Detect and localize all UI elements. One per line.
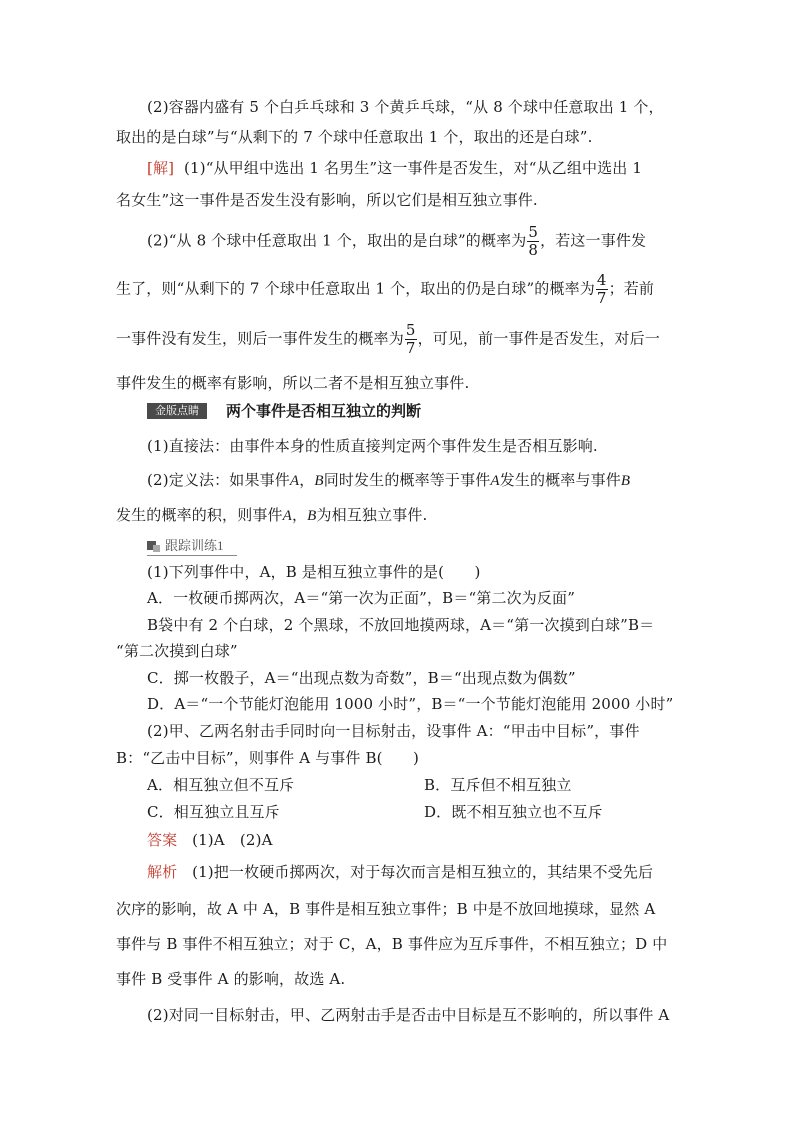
tips-comma: ，: [291, 506, 308, 524]
option-a: A．一枚硬币掷两次，A＝“第一次为正面”，B＝“第二次为反面”: [147, 589, 576, 607]
solution-text-3b: ，若这一事件发: [540, 231, 647, 250]
option-d: D．A＝“一个节能灯泡能用 1000 小时”，B＝“一个节能灯泡能用 2000 小时”: [147, 695, 674, 713]
square-icon: [153, 545, 160, 552]
var-a: A: [282, 508, 292, 524]
option-b-line-2: “第二次摸到白球”: [116, 642, 238, 660]
analysis-label: 解析: [147, 863, 178, 881]
tips-comma: ，: [299, 471, 315, 489]
tips-line-2: [147, 470, 630, 491]
tips-text-3c: 为相互独立事件.: [316, 506, 428, 524]
fraction-5-8: [527, 224, 539, 259]
problem-2-line-2: 取出的是白球”与“从剩下的 7 个球中任意取出 1 个，取出的还是白球”.: [116, 128, 593, 146]
solution-text-4a: 生了，则“从剩下的 7 个球中任意取出 1 个，取出的仍是白球”的概率为: [116, 279, 595, 298]
choice-b: B．互斥但不相互独立: [424, 776, 572, 794]
training-q1: (1)下列事件中，A，B 是相互独立事件的是( ): [147, 563, 481, 581]
training-q2-line-1: (2)甲、乙两名射击手同时向一目标射击，设事件 A：“甲击中目标”，事件: [147, 722, 640, 740]
tips-badge: 金版点睛: [147, 403, 207, 419]
choice-d: D．既不相互独立也不互斥: [424, 803, 603, 821]
solution-line-3: [147, 224, 646, 259]
training-q2-line-2: B：“乙击中目标”，则事件 A 与事件 B( ): [116, 749, 419, 767]
var-b: B: [620, 473, 631, 489]
problem-2-line-1: (2)容器内盛有 5 个白乒乓球和 3 个黄乒乓球，“从 8 个球中任意取出 1 个，: [147, 98, 664, 116]
fraction-numerator: 5: [528, 223, 539, 241]
analysis-line-5: (2)对同一目标射击，甲、乙两射击手是否击中目标是互不影响的，所以事件 A: [147, 1006, 670, 1024]
choice-a: A．相互独立但不互斥: [147, 776, 295, 794]
tips-text-2a: (2)定义法：如果事件: [147, 471, 290, 489]
choice-c: C．相互独立且互斥: [147, 803, 280, 821]
solution-line-5: [116, 322, 660, 357]
solution-tag: [解]: [147, 159, 175, 177]
solution-text-3a: (2)“从 8 个球中任意取出 1 个，取出的是白球”的概率为: [147, 231, 527, 250]
var-b: B: [307, 508, 317, 524]
var-a: A: [490, 473, 500, 489]
option-b-line-1: B袋中有 2 个白球，2 个黑球，不放回地摸两球，A＝“第一次摸到白球”B＝: [147, 616, 655, 634]
tips-line-1: (1)直接法：由事件本身的性质直接判定两个事件发生是否相互影响.: [147, 437, 598, 455]
tips-title: 两个事件是否相互独立的判断: [226, 402, 422, 420]
answer-line: [147, 830, 273, 850]
solution-line-2: 名女生”这一事件是否发生没有影响，所以它们是相互独立事件.: [116, 191, 538, 209]
fraction-numerator: 4: [596, 271, 607, 289]
training-label: 跟踪训练1: [165, 538, 224, 553]
fraction-5-7: [405, 322, 417, 357]
answer-text: (1)A (2)A: [192, 831, 273, 849]
fraction-denominator: 8: [528, 241, 539, 259]
analysis-line-1: [147, 862, 653, 882]
fraction-numerator: 5: [405, 321, 416, 339]
var-b: B: [314, 473, 324, 489]
var-a: A: [289, 473, 300, 489]
tips-text-2d: 发生的概率与事件: [499, 471, 621, 489]
tips-text-3a: 发生的概率的积，则事件: [116, 506, 283, 524]
answer-label: 答案: [147, 831, 178, 849]
analysis-line-3: 事件与 B 事件不相互独立；对于 C，A，B 事件应为互斥事件，不相互独立；D 中: [116, 935, 668, 953]
solution-text-1: (1)“从甲组中选出 1 名男生”这一事件是否发生，对“从乙组中选出 1: [184, 159, 643, 177]
tips-text-2c: 同时发生的概率等于事件: [323, 471, 491, 489]
tips-line-3: [116, 505, 427, 526]
solution-text-5b: ，可见，前一事件是否发生，对后一: [417, 329, 660, 348]
fraction-denominator: 7: [596, 289, 607, 307]
solution-line-6: 事件发生的概率有影响，所以二者不是相互独立事件.: [116, 374, 470, 392]
solution-text-4b: ；若前: [608, 279, 655, 298]
solution-line-4: [116, 272, 654, 307]
solution-text-5a: 一事件没有发生，则后一事件发生的概率为: [116, 329, 404, 348]
option-c: C．掷一枚骰子，A＝“出现点数为奇数”，B＝“出现点数为偶数”: [147, 669, 576, 687]
fraction-denominator: 7: [405, 339, 416, 357]
training-header: [147, 537, 237, 556]
analysis-text-1: (1)把一枚硬币掷两次，对于每次而言是相互独立的，其结果不受先后: [192, 863, 654, 881]
analysis-line-4: 事件 B 受事件 A 的影响，故选 A.: [116, 970, 346, 988]
fraction-4-7: [596, 272, 608, 307]
analysis-line-2: 次序的影响，故 A 中 A，B 事件是相互独立事件；B 中是不放回地摸球，显然 A: [116, 900, 656, 918]
solution-line-1: [147, 158, 642, 178]
